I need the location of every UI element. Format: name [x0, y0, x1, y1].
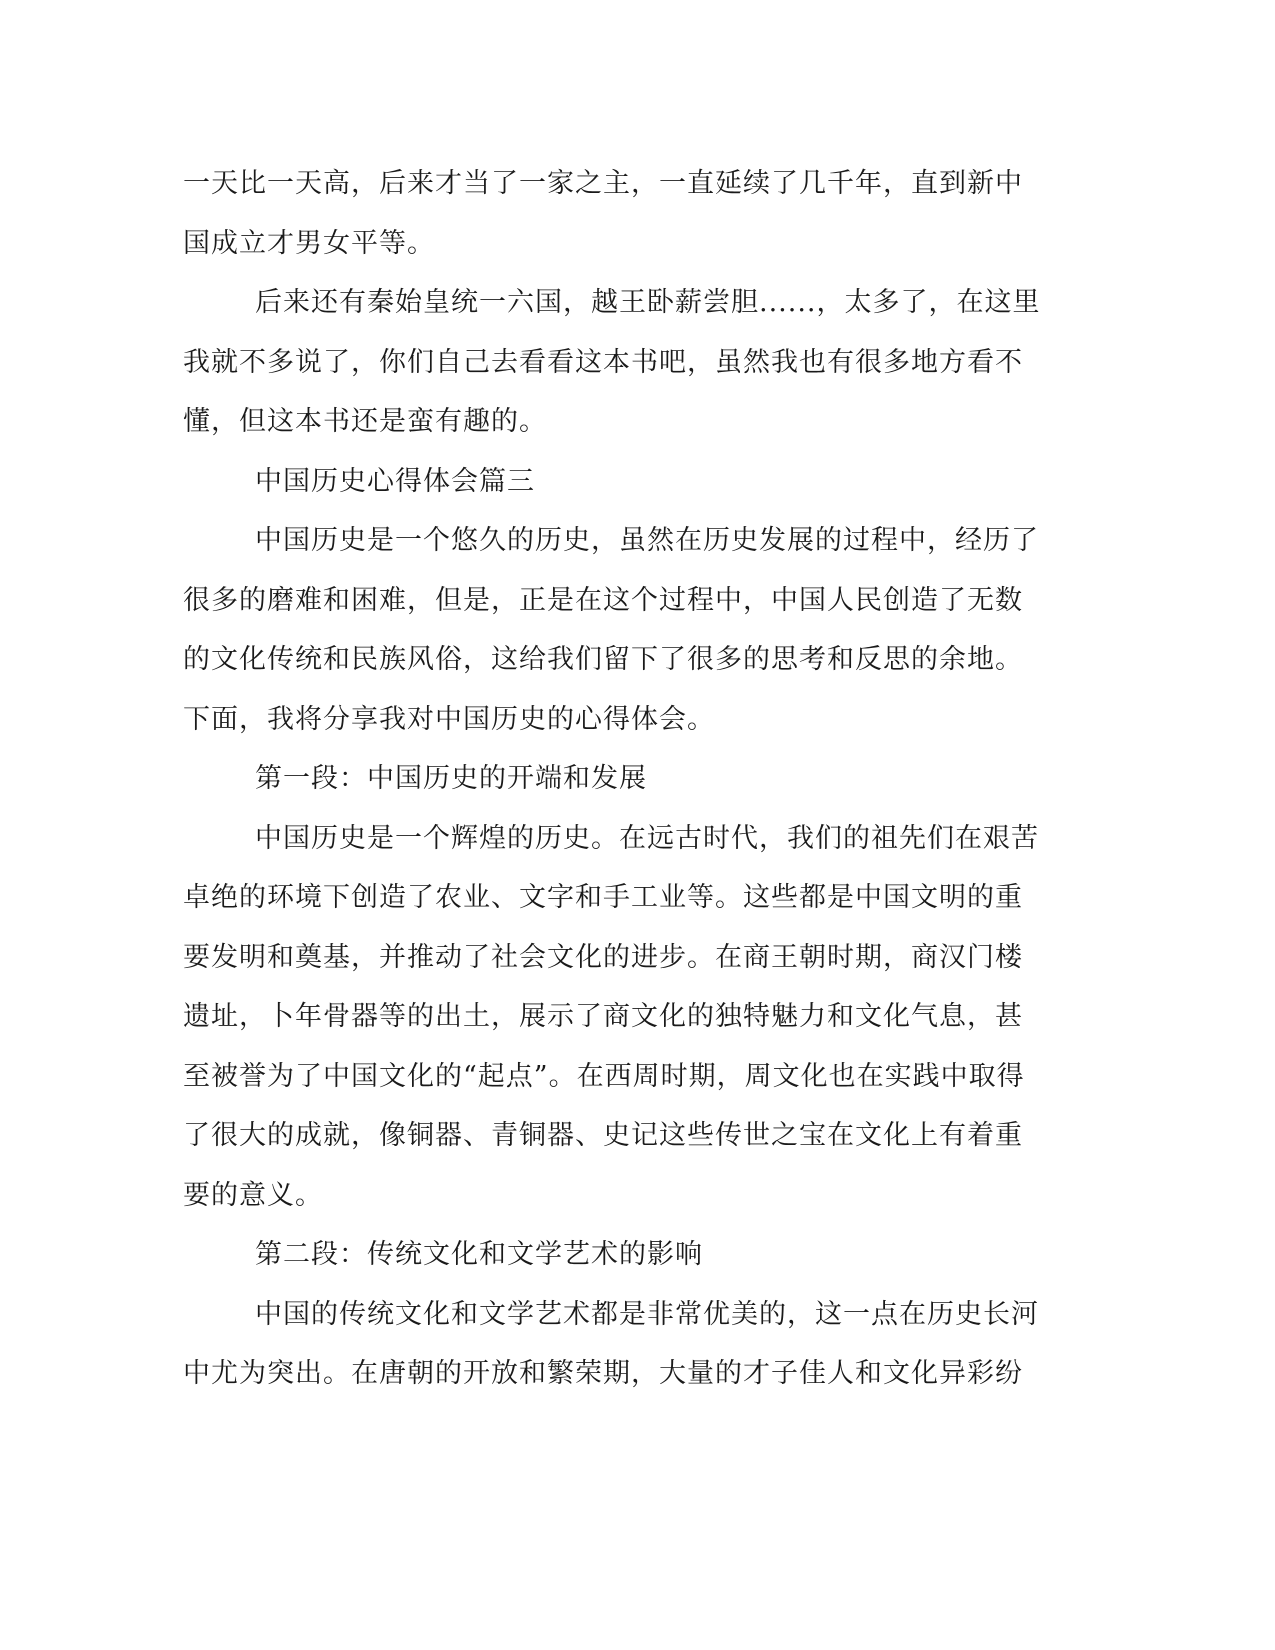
document-body [183, 154, 1043, 1404]
paragraph-continuation: 一天比一天高，后来才当了一家之主，一直延续了几千年，直到新中国成立才男女平等。 [183, 168, 1023, 259]
section-heading-second: 第二段：传统文化和文学艺术的影响 [255, 1239, 703, 1270]
paragraph-origins: 中国历史是一个辉煌的历史。在远古时代，我们的祖先们在艰苦卓绝的环境下创造了农业、文字和手工业等。这些都是中国文明的重要发明和奠基，并推动了社会文化的进步。在商王朝时期，商汉门楼遗址，卜年骨器等的出土，展示了商文化的独特魅力和文化气息，甚至被誉为了中国文化的“起点”。在西周时期，周文化也在实践中取得了很大的成就，像铜器、青铜器、史记这些传世之宝在文化上有着重要的意义。 [183, 822, 1039, 1211]
paragraph-introduction: 中国历史是一个悠久的历史，虽然在历史发展的过程中，经历了很多的磨难和困难，但是，正是在这个过程中，中国人民创造了无数的文化传统和民族风俗，这给我们留下了很多的思考和反思的余地。下面，我将分享我对中国历史的心得体会。 [183, 525, 1039, 735]
section-heading-first: 第一段：中国历史的开端和发展 [255, 763, 647, 794]
paragraph-qin-yue: 后来还有秦始皇统一六国，越王卧薪尝胆......，太多了，在这里我就不多说了，你们自己去看看这本书吧，虽然我也有很多地方看不懂，但这本书还是蛮有趣的。 [183, 287, 1041, 437]
section-heading-part-three: 中国历史心得体会篇三 [255, 465, 535, 497]
paragraph-culture-arts: 中国的传统文化和文学艺术都是非常优美的，这一点在历史长河中尤为突出。在唐朝的开放和繁荣期，大量的才子佳人和文化异彩纷 [183, 1298, 1039, 1389]
